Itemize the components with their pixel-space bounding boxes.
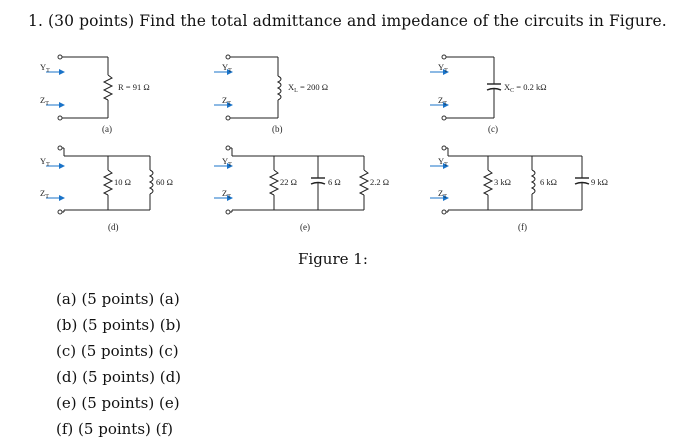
impedance-label: $Z_T$ [40,95,49,107]
svg-text:60 Ω: 60 Ω [156,177,173,187]
svg-text:YT: $Y_T$ [438,156,448,168]
circuit-a [40,55,150,134]
circuit-b [214,55,328,134]
svg-text:6 kΩ: 6 kΩ [540,177,557,187]
inductor-icon [278,76,281,100]
list-item: (a) (5 points) (a) [56,290,180,308]
list-item: (f) (5 points) (f) [56,420,173,438]
svg-text:22 Ω: 22 Ω [280,177,297,187]
svg-text:ZT: $Z_T$ [40,188,49,200]
svg-text:ZT: $Z_T$ [438,188,447,200]
svg-text:YT: $Y_T$ [438,62,448,74]
resistor-icon [104,75,112,100]
svg-text:9 kΩ: 9 kΩ [591,177,608,187]
capacitor-value: $X_C = 0.2$ kΩ [504,82,547,94]
svg-text:YT: $Y_T$ [222,62,232,74]
svg-text:ZT: $Z_T$ [222,188,231,200]
list-item: (b) (5 points) (b) [56,316,182,334]
inductor-value: $X_L = 200$ Ω [288,82,329,94]
question-number: 1. [28,12,43,30]
question-points: (30 points) [48,12,135,30]
question-text: Find the total admittance and impedance of the circuits in Figure. [139,12,667,30]
list-item: (d) (5 points) (d) [56,368,182,386]
admittance-label: $Y_T$ [40,62,50,74]
circuit-e [214,146,389,232]
svg-text:(d): (d) [108,222,119,232]
svg-text:6 Ω: 6 Ω [328,177,341,187]
svg-text:YT: $Y_T$ [222,156,232,168]
circuit-label: (a) [102,124,112,134]
svg-text:ZT: $Z_T$ [222,95,231,107]
figure-caption: Figure 1: [298,250,368,268]
svg-text:ZT: $Z_T$ [438,95,447,107]
svg-text:(c): (c) [488,124,498,134]
circuit-d [40,146,173,232]
circuit-f [430,146,608,232]
parts-list [56,286,181,442]
list-item: (c) (5 points) (c) [56,342,179,360]
svg-text:2.2 Ω: 2.2 Ω [370,177,390,187]
svg-text:(b): (b) [272,124,283,134]
svg-text:10 Ω: 10 Ω [114,177,131,187]
svg-text:YT: $Y_T$ [40,156,50,168]
resistor-value: R = 91 Ω [118,82,150,92]
svg-text:3 kΩ: 3 kΩ [494,177,511,187]
svg-text:(e): (e) [300,222,310,232]
svg-text:(f): (f) [518,222,527,232]
list-item: (e) (5 points) (e) [56,394,180,412]
circuit-c [430,55,547,134]
